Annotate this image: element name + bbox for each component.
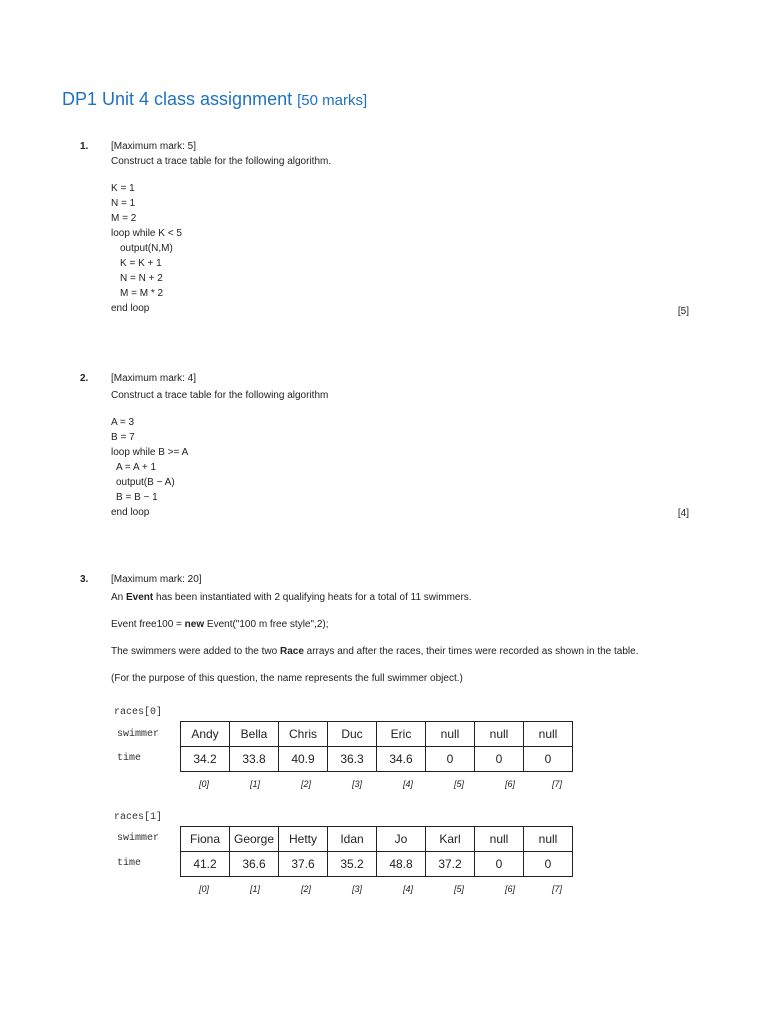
q1-code-line: loop while K < 5 xyxy=(111,228,182,239)
swimmer-cell: Karl xyxy=(426,827,475,852)
q2-code-line: A = A + 1 xyxy=(116,462,157,473)
q1-code xyxy=(111,181,691,316)
q1-body xyxy=(111,139,691,316)
q1-max-mark: [Maximum mark: 5] xyxy=(111,141,197,152)
races0-time-label: time xyxy=(117,753,142,764)
swimmer-cell: Bella xyxy=(230,722,279,747)
index-label: [2] xyxy=(300,884,311,894)
time-cell: 41.2 xyxy=(181,852,230,877)
index-label: [0] xyxy=(198,779,209,789)
races1-swimmer-label: swimmer xyxy=(117,833,160,844)
q2-code xyxy=(111,415,691,520)
q3-max-mark: [Maximum mark: 20] xyxy=(111,574,202,585)
index-label: [5] xyxy=(453,884,464,894)
q2-code-line: output(B − A) xyxy=(116,477,175,488)
q1-code-line: K = K + 1 xyxy=(120,258,162,269)
index-label: [0] xyxy=(198,884,209,894)
index-label: [4] xyxy=(402,779,413,789)
swimmer-cell: Eric xyxy=(377,722,426,747)
q1-code-line: M = M * 2 xyxy=(120,288,164,299)
swimmer-cell: George xyxy=(230,827,279,852)
swimmer-cell: null xyxy=(475,827,524,852)
time-cell: 0 xyxy=(524,747,573,772)
q1-code-line: N = N + 2 xyxy=(120,273,163,284)
q3-note: (For the purpose of this question, the name represents the full swimmer object.) xyxy=(111,673,463,684)
index-label: [1] xyxy=(249,884,260,894)
index-label: [3] xyxy=(351,884,362,894)
races1-table xyxy=(180,826,573,877)
index-label: [6] xyxy=(504,884,515,894)
time-cell: 36.3 xyxy=(328,747,377,772)
time-cell: 0 xyxy=(426,747,475,772)
page-title xyxy=(62,89,367,110)
q2-mark: [4] xyxy=(677,508,689,519)
q2-code-line: A = 3 xyxy=(111,417,135,428)
swimmer-cell: null xyxy=(524,722,573,747)
time-cell: 37.2 xyxy=(426,852,475,877)
q2-code-line: loop while B >= A xyxy=(111,447,189,458)
title-marks: [50 marks] xyxy=(297,92,368,109)
q2-body xyxy=(111,371,691,520)
swimmer-cell: Hetty xyxy=(279,827,328,852)
q2-instruction: Construct a trace table for the following algorithm xyxy=(111,390,329,401)
swimmer-cell: null xyxy=(426,722,475,747)
index-label: [4] xyxy=(402,884,413,894)
q2-code-line: B = 7 xyxy=(111,432,135,443)
swimmer-cell: Idan xyxy=(328,827,377,852)
time-cell: 0 xyxy=(524,852,573,877)
table-row xyxy=(181,747,573,772)
time-cell: 36.6 xyxy=(230,852,279,877)
swimmer-cell: null xyxy=(524,827,573,852)
time-cell: 48.8 xyxy=(377,852,426,877)
q1-code-line: N = 1 xyxy=(111,198,136,209)
swimmer-cell: Andy xyxy=(181,722,230,747)
q3-added: The swimmers were added to the two Race arrays and after the races, their times were recorded as shown in the table. xyxy=(111,646,639,657)
time-cell: 37.6 xyxy=(279,852,328,877)
q1-code-line: K = 1 xyxy=(111,183,135,194)
q3-body xyxy=(111,572,711,686)
index-label: [3] xyxy=(351,779,362,789)
q1-code-line: output(N,M) xyxy=(120,243,173,254)
q2-max-mark: [Maximum mark: 4] xyxy=(111,373,197,384)
time-cell: 40.9 xyxy=(279,747,328,772)
time-cell: 34.2 xyxy=(181,747,230,772)
swimmer-cell: Fiona xyxy=(181,827,230,852)
q1-number: 1. xyxy=(80,141,89,152)
title-main: DP1 Unit 4 class assignment xyxy=(62,89,293,109)
index-label: [1] xyxy=(249,779,260,789)
q3-intro: An Event has been instantiated with 2 qualifying heats for a total of 11 swimmers. xyxy=(111,592,472,603)
time-cell: 34.6 xyxy=(377,747,426,772)
index-label: [7] xyxy=(551,779,562,789)
q1-code-line: M = 2 xyxy=(111,213,137,224)
index-label: [6] xyxy=(504,779,515,789)
races0-swimmer-label: swimmer xyxy=(117,729,160,740)
swimmer-cell: null xyxy=(475,722,524,747)
q1-mark: [5] xyxy=(677,306,689,317)
table-row xyxy=(181,827,573,852)
swimmer-cell: Jo xyxy=(377,827,426,852)
q3-code: Event free100 = new Event("100 m free style",2); xyxy=(111,619,329,630)
races0-table xyxy=(180,721,573,772)
races1-time-label: time xyxy=(117,858,142,869)
time-cell: 33.8 xyxy=(230,747,279,772)
q2-number: 2. xyxy=(80,373,89,384)
swimmer-cell: Chris xyxy=(279,722,328,747)
q2-code-line: B = B − 1 xyxy=(116,492,158,503)
index-label: [5] xyxy=(453,779,464,789)
time-cell: 0 xyxy=(475,852,524,877)
races1-label: races[1] xyxy=(114,812,163,823)
index-label: [2] xyxy=(300,779,311,789)
q2-code-line: end loop xyxy=(111,507,150,518)
time-cell: 35.2 xyxy=(328,852,377,877)
q1-code-line: end loop xyxy=(111,303,150,314)
table-row xyxy=(181,852,573,877)
q1-instruction: Construct a trace table for the following algorithm. xyxy=(111,156,332,167)
time-cell: 0 xyxy=(475,747,524,772)
table-row xyxy=(181,722,573,747)
q3-number: 3. xyxy=(80,574,89,585)
races0-label: races[0] xyxy=(114,707,163,718)
index-label: [7] xyxy=(551,884,562,894)
swimmer-cell: Duc xyxy=(328,722,377,747)
